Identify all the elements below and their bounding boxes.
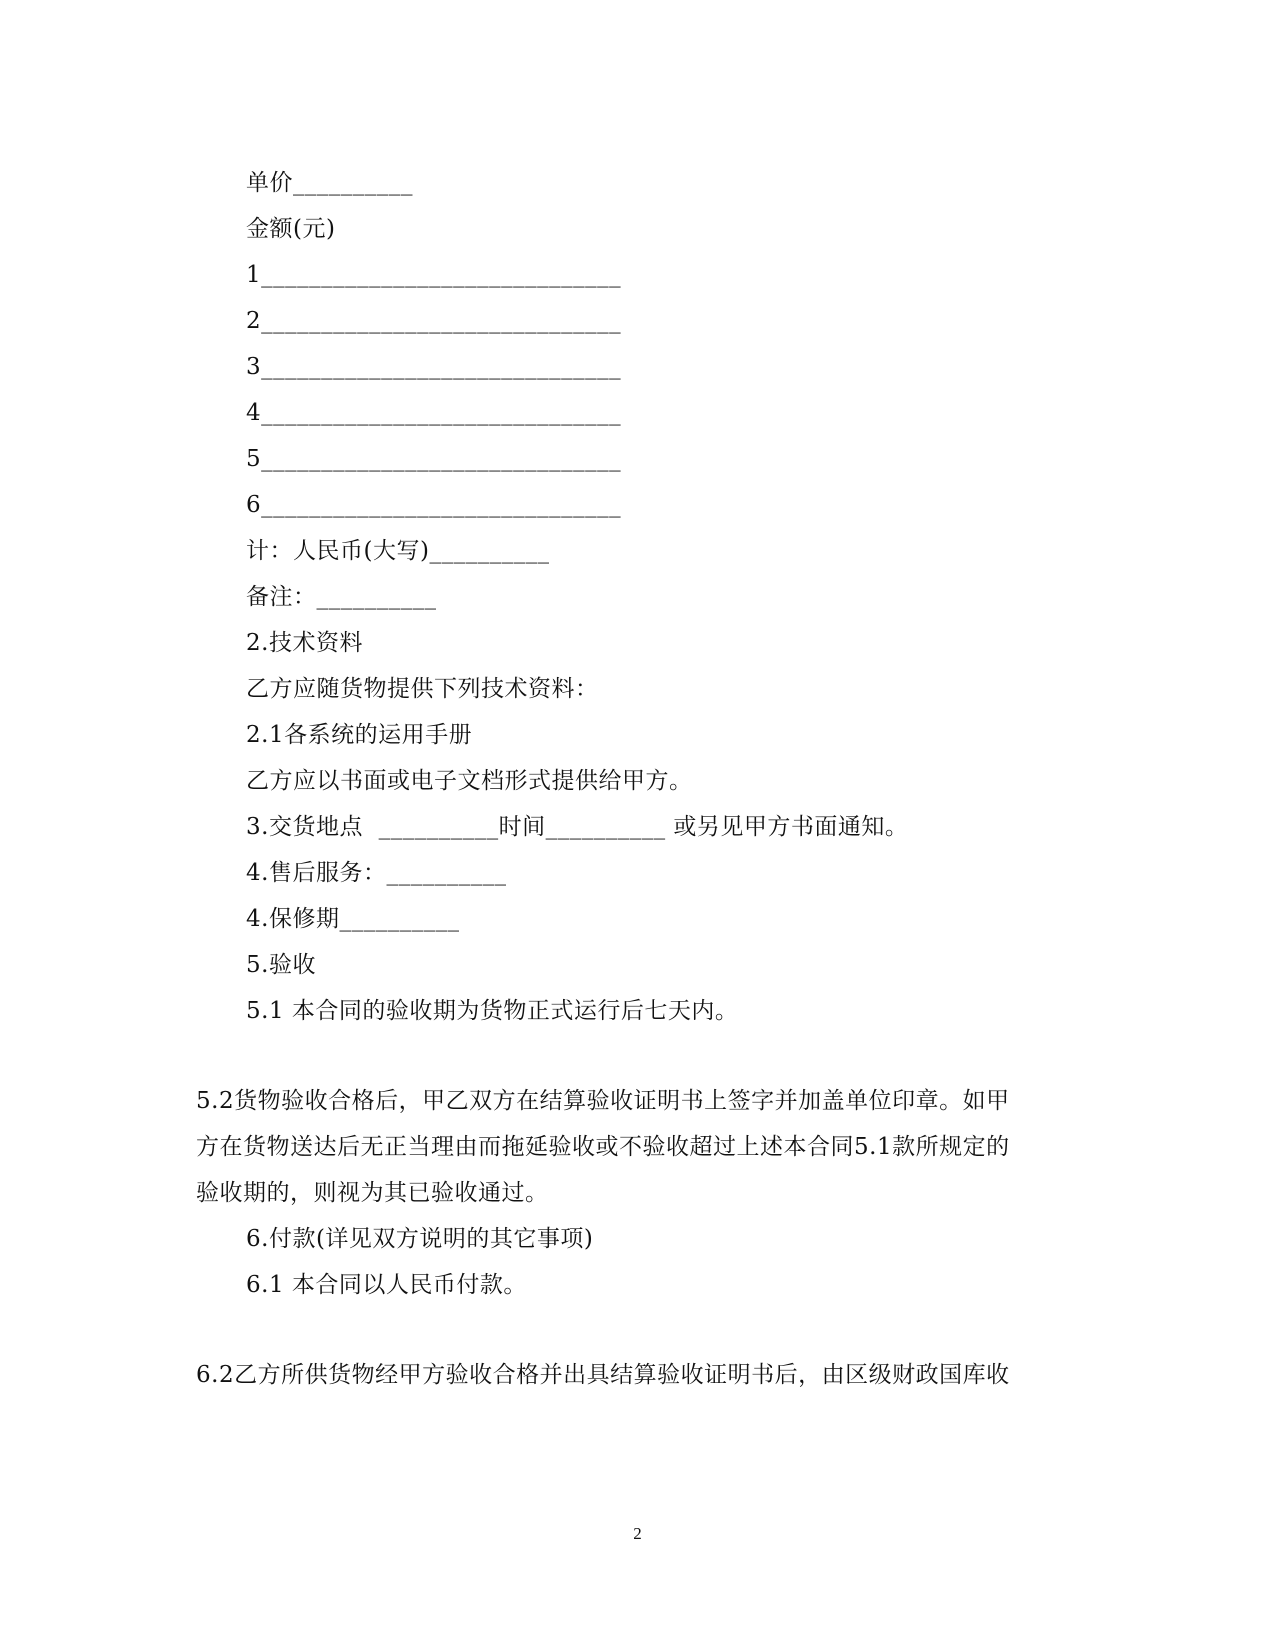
text-line: 乙方应随货物提供下列技术资料： [246,676,599,702]
text-line-item-4: 4______________________________ [246,400,622,426]
text-line: 6.1 本合同以人民币付款。 [246,1272,527,1298]
text-line-item-5: 5______________________________ [246,446,622,472]
text-line-item-6: 6______________________________ [246,492,622,518]
text-line: 乙方应以书面或电子文档形式提供给甲方。 [246,768,693,794]
section-heading-tech-docs: 2.技术资料 [246,630,363,656]
text-line-item-3: 3______________________________ [246,354,622,380]
text-line-total: 计：人民币(大写)__________ [246,538,550,564]
text-line-remarks: 备注：__________ [246,584,437,610]
text-line-item-1: 1______________________________ [246,262,622,288]
paragraph-line: 6.2乙方所供货物经甲方验收合格并出具结算验收证明书后，由区级财政国库收 [196,1362,1010,1388]
text-line-unit-price: 单价__________ [246,170,413,196]
section-heading-payment: 6.付款(详见双方说明的其它事项) [246,1226,594,1252]
section-heading-acceptance: 5.验收 [246,952,316,978]
paragraph-line: 验收期的，则视为其已验收通过。 [196,1180,549,1206]
page-number: 2 [633,1524,642,1543]
text-line-warranty: 4.保修期__________ [246,906,460,932]
text-line-amount: 金额(元) [246,216,336,242]
text-line-after-sales: 4.售后服务：__________ [246,860,507,886]
paragraph-line: 方在货物送达后无正当理由而拖延验收或不验收超过上述本合同5.1款所规定的 [196,1134,1010,1160]
text-line: 2.1各系统的运用手册 [246,722,473,748]
text-line-delivery: 3.交货地点 __________时间__________ 或另见甲方书面通知。 [246,814,909,840]
text-line-item-2: 2______________________________ [246,308,622,334]
paragraph-line: 5.2货物验收合格后，甲乙双方在结算验收证明书上签字并加盖单位印章。如甲 [196,1088,1010,1114]
text-line: 5.1 本合同的验收期为货物正式运行后七天内。 [246,998,739,1024]
